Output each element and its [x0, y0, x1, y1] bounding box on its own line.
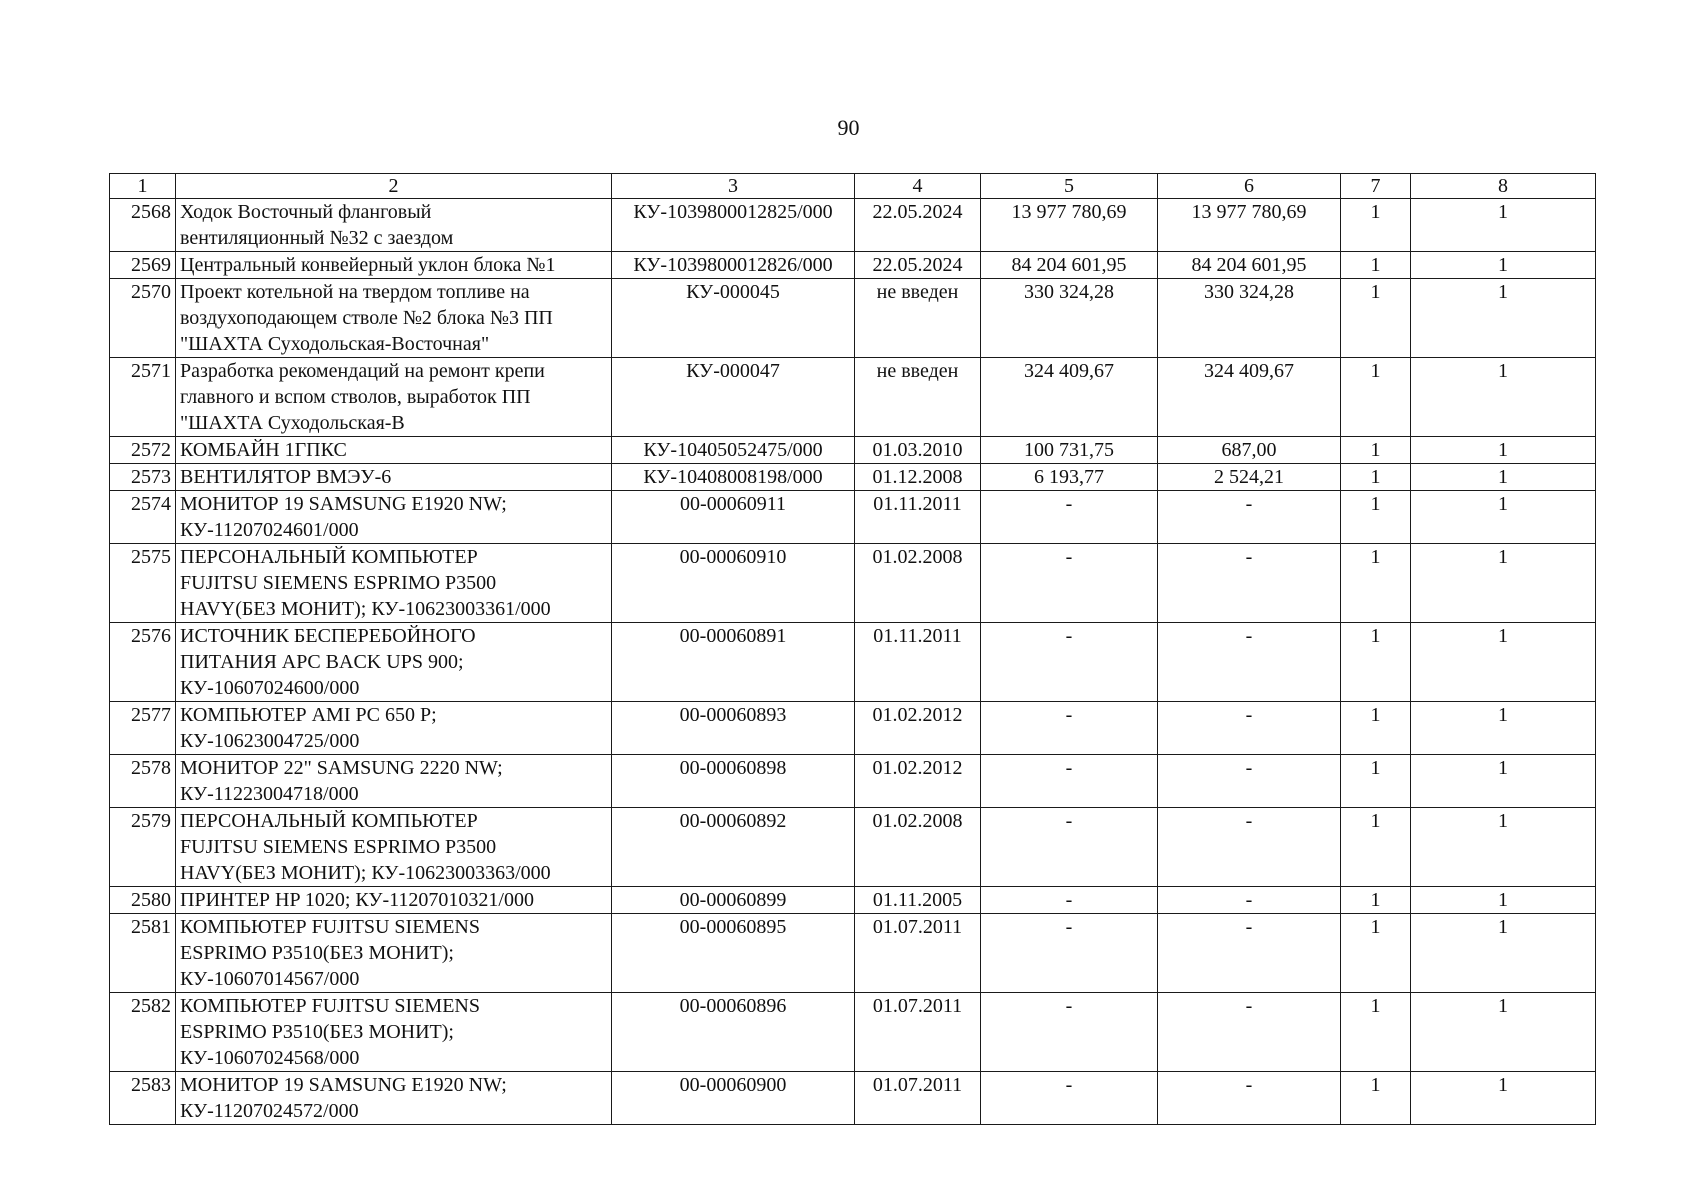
- residual-value-cell: -: [1158, 544, 1341, 623]
- quantity-col-7-cell: 1: [1341, 914, 1411, 993]
- asset-name-line: Проект котельной на твердом топливе на: [180, 281, 530, 303]
- initial-value-cell: -: [981, 993, 1158, 1072]
- quantity-col-8-cell: 1: [1411, 808, 1596, 887]
- residual-value-cell: -: [1158, 1072, 1341, 1125]
- initial-value-cell: -: [981, 808, 1158, 887]
- commission-date-cell: 01.07.2011: [855, 914, 981, 993]
- asset-name-line: главного и вспом стволов, выработок ПП: [180, 386, 531, 408]
- row-number-cell: 2575: [110, 544, 176, 623]
- inventory-code-cell: 00-00060899: [612, 887, 855, 914]
- asset-name-line: воздухоподающем стволе №2 блока №3 ПП: [180, 307, 553, 329]
- asset-name-cell: [176, 993, 612, 1072]
- residual-value-cell: -: [1158, 914, 1341, 993]
- commission-date-cell: не введен: [855, 358, 981, 437]
- asset-name-line: "ШАХТА Суходольская-В: [180, 412, 405, 434]
- inventory-code-cell: 00-00060891: [612, 623, 855, 702]
- table-row: [110, 702, 1596, 755]
- asset-name-line: ПЕРСОНАЛЬНЫЙ КОМПЬЮТЕР: [180, 546, 478, 568]
- table-row: [110, 914, 1596, 993]
- inventory-code-cell: 00-00060898: [612, 755, 855, 808]
- asset-name-cell: [176, 252, 612, 279]
- header-row: [110, 174, 1596, 199]
- commission-date-cell: 01.11.2011: [855, 491, 981, 544]
- residual-value-cell: 330 324,28: [1158, 279, 1341, 358]
- column-header-1: 1: [110, 174, 176, 199]
- asset-name-line: КУ-11223004718/000: [180, 783, 359, 805]
- row-number-cell: 2576: [110, 623, 176, 702]
- commission-date-cell: 22.05.2024: [855, 199, 981, 252]
- asset-name-cell: [176, 199, 612, 252]
- quantity-col-7-cell: 1: [1341, 544, 1411, 623]
- quantity-col-7-cell: 1: [1341, 993, 1411, 1072]
- table-row: [110, 252, 1596, 279]
- quantity-col-7-cell: 1: [1341, 252, 1411, 279]
- quantity-col-7-cell: 1: [1341, 437, 1411, 464]
- asset-name-cell: [176, 464, 612, 491]
- residual-value-cell: -: [1158, 993, 1341, 1072]
- asset-name-cell: [176, 279, 612, 358]
- residual-value-cell: -: [1158, 491, 1341, 544]
- table-row: [110, 491, 1596, 544]
- quantity-col-8-cell: 1: [1411, 993, 1596, 1072]
- row-number-cell: 2571: [110, 358, 176, 437]
- row-number-cell: 2569: [110, 252, 176, 279]
- row-number-cell: 2579: [110, 808, 176, 887]
- asset-name-line: вентиляционный №32 с заездом: [180, 227, 454, 249]
- initial-value-cell: -: [981, 702, 1158, 755]
- quantity-col-7-cell: 1: [1341, 755, 1411, 808]
- table-header: [110, 174, 1596, 199]
- table-row: [110, 464, 1596, 491]
- inventory-code-cell: 00-00060892: [612, 808, 855, 887]
- quantity-col-7-cell: 1: [1341, 887, 1411, 914]
- quantity-col-8-cell: 1: [1411, 887, 1596, 914]
- inventory-code-cell: 00-00060900: [612, 1072, 855, 1125]
- table-row: [110, 358, 1596, 437]
- asset-name-cell: [176, 702, 612, 755]
- commission-date-cell: 01.03.2010: [855, 437, 981, 464]
- column-header-6: 6: [1158, 174, 1341, 199]
- asset-name-line: ESPRIMO P3510(БЕЗ МОНИТ);: [180, 1021, 454, 1043]
- row-number-cell: 2568: [110, 199, 176, 252]
- asset-name-line: Разработка рекомендаций на ремонт крепи: [180, 360, 545, 382]
- residual-value-cell: 84 204 601,95: [1158, 252, 1341, 279]
- residual-value-cell: -: [1158, 623, 1341, 702]
- inventory-code-cell: 00-00060895: [612, 914, 855, 993]
- asset-name-line: КУ-11207024601/000: [180, 519, 359, 541]
- asset-name-line: МОНИТОР 22" SAMSUNG 2220 NW;: [180, 757, 503, 779]
- asset-name-line: ИСТОЧНИК БЕСПЕРЕБОЙНОГО: [180, 625, 476, 647]
- asset-name-line: КОМПЬЮТЕР FUJITSU SIEMENS: [180, 916, 480, 938]
- asset-name-cell: [176, 491, 612, 544]
- asset-name-cell: [176, 623, 612, 702]
- quantity-col-8-cell: 1: [1411, 464, 1596, 491]
- row-number-cell: 2581: [110, 914, 176, 993]
- asset-name-line: "ШАХТА Суходольская-Восточная": [180, 333, 490, 355]
- table-row: [110, 993, 1596, 1072]
- residual-value-cell: 13 977 780,69: [1158, 199, 1341, 252]
- column-header-3: 3: [612, 174, 855, 199]
- asset-registry-table: [109, 173, 1596, 1125]
- row-number-cell: 2582: [110, 993, 176, 1072]
- commission-date-cell: 01.12.2008: [855, 464, 981, 491]
- table-row: [110, 437, 1596, 464]
- initial-value-cell: 13 977 780,69: [981, 199, 1158, 252]
- residual-value-cell: 324 409,67: [1158, 358, 1341, 437]
- inventory-code-cell: КУ-1039800012826/000: [612, 252, 855, 279]
- inventory-code-cell: КУ-000047: [612, 358, 855, 437]
- commission-date-cell: 22.05.2024: [855, 252, 981, 279]
- asset-name-cell: [176, 437, 612, 464]
- asset-name-line: КОМБАЙН 1ГПКС: [180, 439, 347, 461]
- commission-date-cell: 01.02.2012: [855, 702, 981, 755]
- quantity-col-8-cell: 1: [1411, 437, 1596, 464]
- initial-value-cell: -: [981, 623, 1158, 702]
- commission-date-cell: 01.07.2011: [855, 993, 981, 1072]
- table-row: [110, 279, 1596, 358]
- inventory-code-cell: 00-00060911: [612, 491, 855, 544]
- asset-name-line: ПРИНТЕР HP 1020; КУ-11207010321/000: [180, 889, 534, 911]
- column-header-4: 4: [855, 174, 981, 199]
- table-row: [110, 808, 1596, 887]
- row-number-cell: 2573: [110, 464, 176, 491]
- table-row: [110, 755, 1596, 808]
- asset-name-line: КУ-11207024572/000: [180, 1100, 359, 1122]
- quantity-col-7-cell: 1: [1341, 808, 1411, 887]
- row-number-cell: 2578: [110, 755, 176, 808]
- inventory-code-cell: КУ-1039800012825/000: [612, 199, 855, 252]
- quantity-col-8-cell: 1: [1411, 755, 1596, 808]
- residual-value-cell: -: [1158, 702, 1341, 755]
- row-number-cell: 2583: [110, 1072, 176, 1125]
- asset-name-line: ВЕНТИЛЯТОР ВМЭУ-6: [180, 466, 392, 488]
- row-number-cell: 2570: [110, 279, 176, 358]
- asset-name-line: Ходок Восточный фланговый: [180, 201, 432, 223]
- commission-date-cell: 01.07.2011: [855, 1072, 981, 1125]
- initial-value-cell: 6 193,77: [981, 464, 1158, 491]
- asset-name-line: ПЕРСОНАЛЬНЫЙ КОМПЬЮТЕР: [180, 810, 478, 832]
- initial-value-cell: -: [981, 887, 1158, 914]
- asset-name-line: FUJITSU SIEMENS ESPRIMO P3500: [180, 836, 497, 858]
- column-header-7: 7: [1341, 174, 1411, 199]
- quantity-col-7-cell: 1: [1341, 464, 1411, 491]
- column-header-8: 8: [1411, 174, 1596, 199]
- inventory-code-cell: КУ-000045: [612, 279, 855, 358]
- quantity-col-7-cell: 1: [1341, 702, 1411, 755]
- asset-name-line: ESPRIMO P3510(БЕЗ МОНИТ);: [180, 942, 454, 964]
- commission-date-cell: 01.02.2012: [855, 755, 981, 808]
- table-row: [110, 1072, 1596, 1125]
- asset-name-line: ПИТАНИЯ APC BACK UPS 900;: [180, 651, 464, 673]
- table-row: [110, 544, 1596, 623]
- commission-date-cell: не введен: [855, 279, 981, 358]
- table-body: [110, 199, 1596, 1125]
- quantity-col-7-cell: 1: [1341, 279, 1411, 358]
- quantity-col-8-cell: 1: [1411, 199, 1596, 252]
- initial-value-cell: -: [981, 544, 1158, 623]
- initial-value-cell: -: [981, 755, 1158, 808]
- commission-date-cell: 01.02.2008: [855, 808, 981, 887]
- residual-value-cell: -: [1158, 887, 1341, 914]
- asset-name-cell: [176, 808, 612, 887]
- asset-name-line: КУ-10607024600/000: [180, 677, 360, 699]
- asset-name-line: HAVY(БЕЗ МОНИТ); КУ-10623003361/000: [180, 598, 551, 620]
- initial-value-cell: -: [981, 914, 1158, 993]
- asset-name-line: КУ-10607024568/000: [180, 1047, 360, 1069]
- row-number-cell: 2574: [110, 491, 176, 544]
- quantity-col-7-cell: 1: [1341, 491, 1411, 544]
- initial-value-cell: 84 204 601,95: [981, 252, 1158, 279]
- quantity-col-8-cell: 1: [1411, 702, 1596, 755]
- asset-name-cell: [176, 755, 612, 808]
- initial-value-cell: 330 324,28: [981, 279, 1158, 358]
- asset-name-line: HAVY(БЕЗ МОНИТ); КУ-10623003363/000: [180, 862, 551, 884]
- column-header-2: 2: [176, 174, 612, 199]
- quantity-col-7-cell: 1: [1341, 623, 1411, 702]
- row-number-cell: 2577: [110, 702, 176, 755]
- row-number-cell: 2572: [110, 437, 176, 464]
- residual-value-cell: 687,00: [1158, 437, 1341, 464]
- residual-value-cell: -: [1158, 755, 1341, 808]
- residual-value-cell: 2 524,21: [1158, 464, 1341, 491]
- asset-name-line: КУ-10623004725/000: [180, 730, 360, 752]
- commission-date-cell: 01.11.2005: [855, 887, 981, 914]
- initial-value-cell: 324 409,67: [981, 358, 1158, 437]
- asset-name-line: КОМПЬЮТЕР AMI PC 650 P;: [180, 704, 437, 726]
- quantity-col-7-cell: 1: [1341, 199, 1411, 252]
- asset-name-line: МОНИТОР 19 SAMSUNG E1920 NW;: [180, 1074, 507, 1096]
- quantity-col-8-cell: 1: [1411, 544, 1596, 623]
- quantity-col-8-cell: 1: [1411, 914, 1596, 993]
- quantity-col-8-cell: 1: [1411, 1072, 1596, 1125]
- asset-name-line: КОМПЬЮТЕР FUJITSU SIEMENS: [180, 995, 480, 1017]
- column-header-5: 5: [981, 174, 1158, 199]
- quantity-col-8-cell: 1: [1411, 491, 1596, 544]
- inventory-code-cell: КУ-10408008198/000: [612, 464, 855, 491]
- quantity-col-7-cell: 1: [1341, 358, 1411, 437]
- table-row: [110, 887, 1596, 914]
- quantity-col-8-cell: 1: [1411, 279, 1596, 358]
- initial-value-cell: -: [981, 491, 1158, 544]
- asset-name-line: МОНИТОР 19 SAMSUNG E1920 NW;: [180, 493, 507, 515]
- commission-date-cell: 01.02.2008: [855, 544, 981, 623]
- asset-name-cell: [176, 544, 612, 623]
- asset-name-cell: [176, 1072, 612, 1125]
- row-number-cell: 2580: [110, 887, 176, 914]
- page-number: 90: [837, 115, 860, 140]
- asset-name-line: КУ-10607014567/000: [180, 968, 360, 990]
- quantity-col-8-cell: 1: [1411, 623, 1596, 702]
- quantity-col-8-cell: 1: [1411, 252, 1596, 279]
- asset-name-cell: [176, 358, 612, 437]
- inventory-code-cell: 00-00060896: [612, 993, 855, 1072]
- asset-name-cell: [176, 914, 612, 993]
- residual-value-cell: -: [1158, 808, 1341, 887]
- initial-value-cell: -: [981, 1072, 1158, 1125]
- quantity-col-8-cell: 1: [1411, 358, 1596, 437]
- table-row: [110, 199, 1596, 252]
- initial-value-cell: 100 731,75: [981, 437, 1158, 464]
- asset-name-cell: [176, 887, 612, 914]
- quantity-col-7-cell: 1: [1341, 1072, 1411, 1125]
- asset-name-line: FUJITSU SIEMENS ESPRIMO P3500: [180, 572, 497, 594]
- commission-date-cell: 01.11.2011: [855, 623, 981, 702]
- table-row: [110, 623, 1596, 702]
- asset-name-line: Центральный конвейерный уклон блока №1: [180, 254, 556, 276]
- inventory-code-cell: 00-00060910: [612, 544, 855, 623]
- inventory-code-cell: 00-00060893: [612, 702, 855, 755]
- inventory-code-cell: КУ-10405052475/000: [612, 437, 855, 464]
